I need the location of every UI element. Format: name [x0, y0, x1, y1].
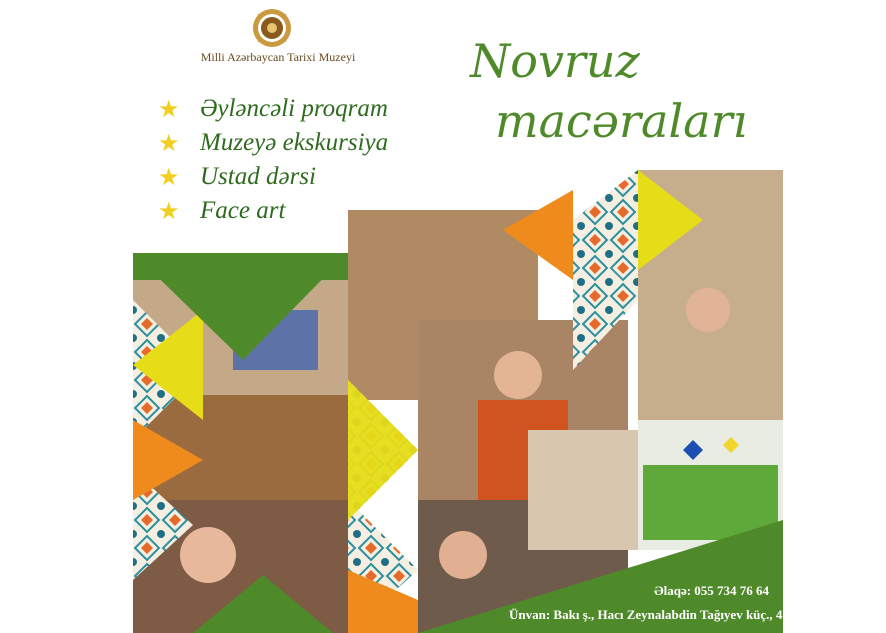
title-line-1: Novruz	[470, 34, 640, 88]
star-icon: ★	[158, 95, 180, 123]
list-item	[158, 126, 388, 160]
museum-name: Milli Azərbaycan Tarixi Muzeyi	[200, 50, 356, 64]
activity-label: Əyləncəli proqram	[200, 95, 388, 122]
contact-phone: Əlaqə: 055 734 76 64	[654, 583, 770, 598]
photo-collage	[133, 170, 783, 633]
photo-craft-table	[528, 430, 648, 550]
star-icon: ★	[158, 197, 180, 225]
star-icon: ★	[158, 163, 180, 191]
title-line-2: macəraları	[495, 94, 748, 148]
activity-label: Face art	[200, 197, 286, 224]
activity-label: Muzeyə ekskursiya	[200, 129, 389, 156]
museum-emblem-icon	[252, 8, 292, 48]
star-icon: ★	[158, 129, 180, 157]
yellow-triangle	[348, 380, 418, 520]
contact-address: Ünvan: Bakı ş., Hacı Zeynalabdin Tağıyev küç., 4	[509, 607, 783, 622]
list-item	[158, 92, 388, 126]
activity-label: Ustad dərsi	[200, 163, 316, 190]
